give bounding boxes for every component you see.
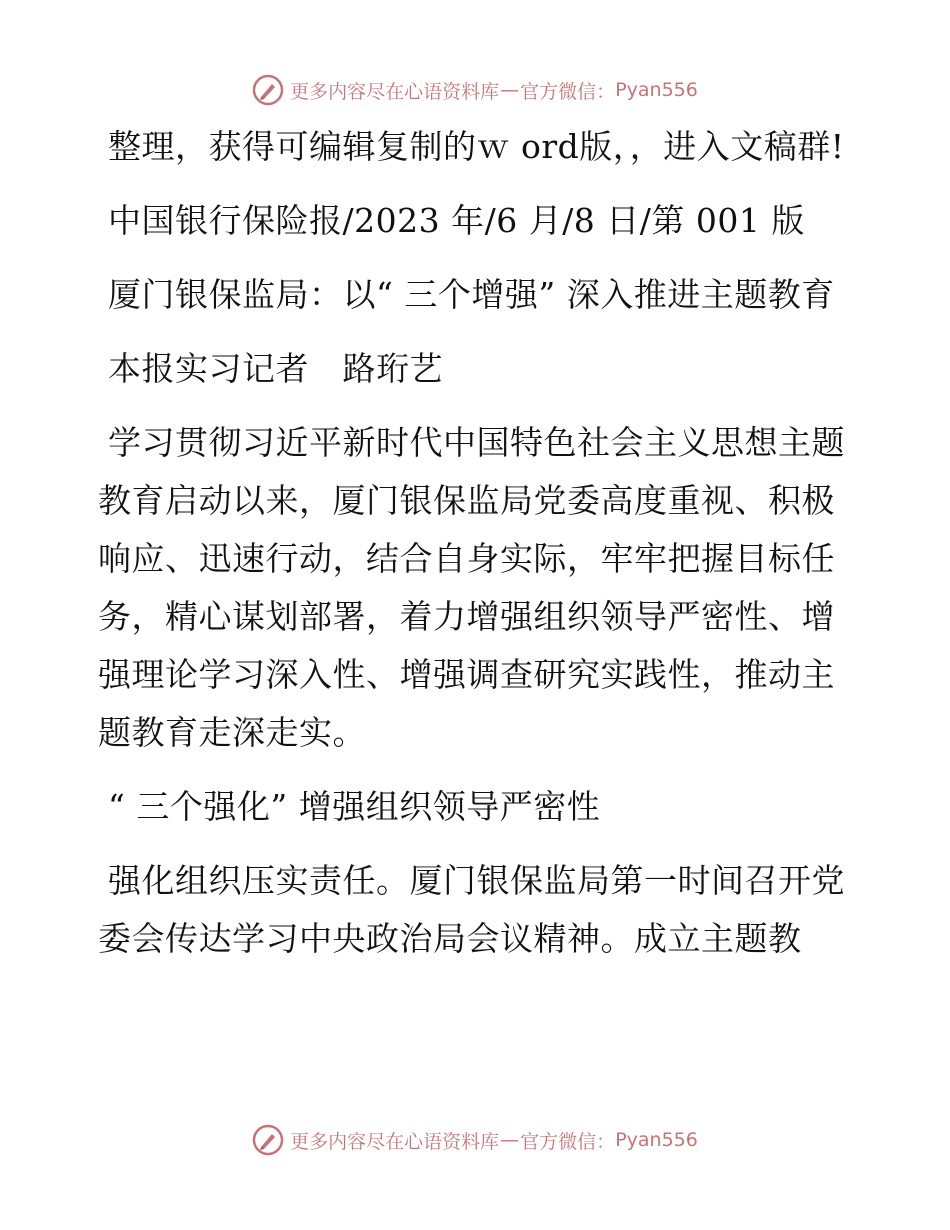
- body-paragraph: 强化组织压实责任。厦门银保监局第一时间召开党委会传达学习中央政治局会议精神。成立主题教: [98, 861, 845, 958]
- watermark-text: 更多内容尽在心语资料库: [290, 1130, 500, 1153]
- watermark-account-label: 官方微信：: [520, 1130, 616, 1153]
- pen-logo-icon: [252, 1124, 284, 1156]
- source-line: 中国银行保险报/2023 年/6 月/8 日/第 001 版: [108, 201, 805, 240]
- watermark-separator: —: [500, 1129, 520, 1151]
- watermark-separator: —: [500, 79, 520, 101]
- section-heading: “ 三个强化” 增强组织领导严密性: [108, 787, 601, 826]
- watermark-account-label: 官方微信：: [520, 80, 616, 103]
- byline: 本报实习记者 路珩艺: [108, 349, 443, 388]
- watermark-footer: [0, 1120, 950, 1160]
- intro-note: 整理，获得可编辑复制的ｗ ord版，，进入文稿群!: [108, 127, 845, 166]
- watermark-account-id: Pyan556: [615, 1129, 698, 1151]
- document-body: [98, 118, 858, 984]
- body-paragraph: 学习贯彻习近平新时代中国特色社会主义思想主题教育启动以来，厦门银保监局党委高度重视、积极响应、迅速行动，结合自身实际，牢牢把握目标任务，精心谋划部署，着力增强组织领导严密性、增强理论学习深入性、增强调查研究实践性，推动主题教育走深走实。: [98, 423, 845, 752]
- watermark-header: [0, 70, 950, 110]
- watermark-text: 更多内容尽在心语资料库: [290, 80, 500, 103]
- pen-logo-icon: [252, 74, 284, 106]
- watermark-account-id: Pyan556: [615, 79, 698, 101]
- article-title: 厦门银保监局：以“ 三个增强” 深入推进主题教育: [108, 275, 835, 314]
